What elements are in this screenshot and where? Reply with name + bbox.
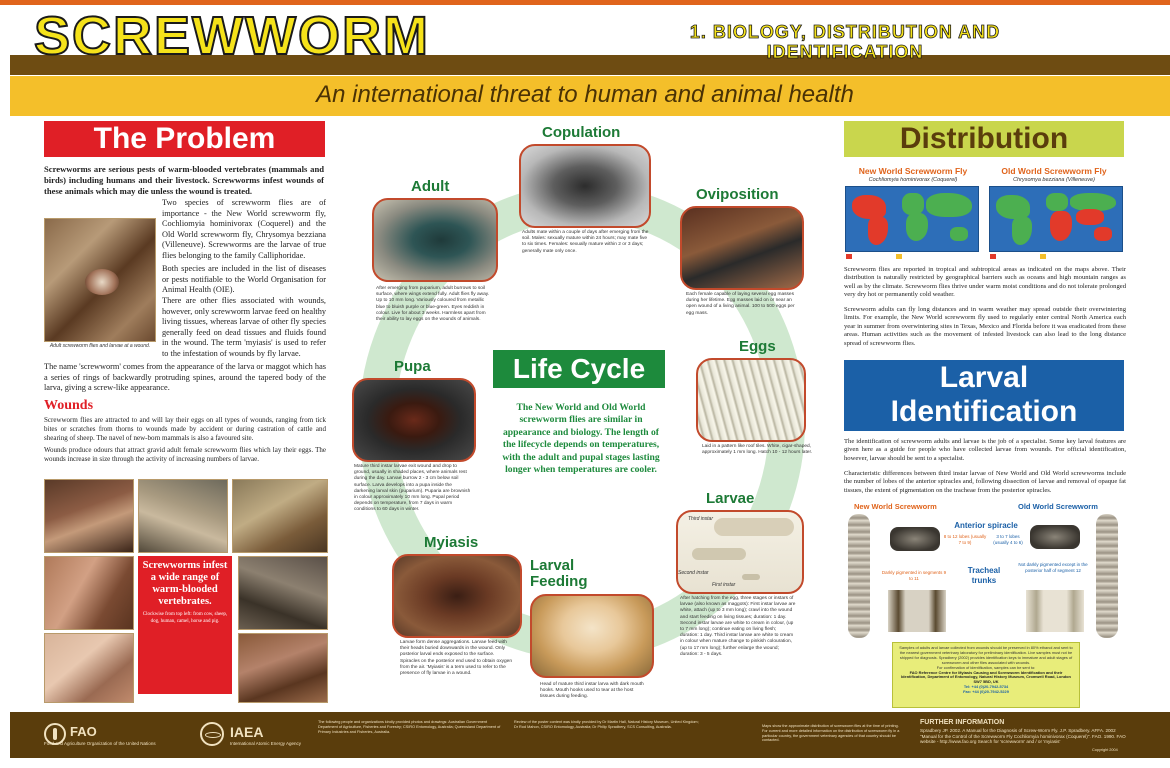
footer-maps-note: Maps show the approximate distribution of screwworm flies at the time of printing. For current and more detailed information on the distribution of screwworm fly in a particular country, the government veterinary agencies of that country should be contacted.	[762, 724, 900, 743]
larval-id-paragraph-2: Characteristic differences between third instar larvae of New World and Old World screwworms include the number of lobes of the anterior spiracles and, following dissection of larvae and removal of opaque fat tissues, the extent of pigmentation on the tracheae from the posterior spiracles.	[844, 470, 1126, 494]
nw-anterior-spiracle-image	[890, 527, 940, 551]
anterior-spiracle-label: Anterior spiracle	[954, 521, 1018, 530]
footer-review-credits: Review of the poster content was kindly provided by Dr Martin Hall, Natural History Museum, United Kingdom; Dr Rod Mahon, CSIRO Entomology, Australia; Dr Philip Spradbery, SCS Consulting, Australia.	[514, 720, 699, 729]
stage-eggs-image	[696, 358, 806, 442]
stage-oviposition-note: Each female capable of laying several egg masses during her lifetime. Egg masses laid on or near an open wound of a living animal. 100 to 500 eggs per egg mass.	[686, 292, 795, 316]
wounds-paragraph-1: Screwworm flies are attracted to and will lay their eggs on all types of wounds, ranging from tick bites or scratches from thorns to wounds made by accident or during castration of cattle and shearing of sheep. The navel of new-born mammals is also a favoured site.	[44, 416, 326, 442]
sample-info-confirm: For confirmation of identification, samples can be sent to:	[936, 664, 1036, 670]
stage-larvae-image	[676, 510, 804, 594]
stage-myiasis-image	[392, 554, 522, 638]
nw-trunks-text: Darkly pigmented in segments 9 to 11	[881, 570, 947, 581]
nw-larva-image	[848, 514, 870, 638]
ow-larva-label: Old World Screwworm	[1018, 502, 1098, 511]
lifecycle-center-text: The New World and Old World screwworm flies are similar in appearance and biology. The length of the lifecycle depends on temperatures, with the adult and pupal stages lasting longer when temperatures are cooler.	[502, 402, 660, 476]
stage-oviposition-label: Oviposition	[696, 186, 779, 203]
animal-photo-human	[238, 633, 328, 703]
distribution-heading: Distribution	[844, 121, 1124, 157]
stage-eggs-label: Eggs	[739, 338, 776, 355]
stage-adult-label: Adult	[411, 178, 450, 195]
stage-larvae-label: Larvae	[706, 490, 755, 507]
stage-adult-image	[372, 198, 498, 282]
sample-info-fax: Fax: +44 (0)20-7942-5229	[963, 689, 1009, 695]
wounds-heading: Wounds	[44, 398, 94, 413]
problem-paragraph-2: Both species are included in the list of diseases or pests notifiable to the World Organisation for Animal Health (OIE).	[162, 264, 326, 294]
animal-photo-camel	[238, 556, 328, 630]
nw-larva-label: New World Screwworm	[854, 502, 937, 511]
ow-trunks-text: Not darkly pigmented except in the posterior half of segment 12	[1018, 562, 1088, 573]
wound-photo	[44, 218, 156, 342]
larval-id-heading-line2: Identification	[890, 395, 1078, 428]
ow-map-title: Old World Screwworm Fly	[1001, 166, 1107, 176]
stage-myiasis-note: Larvae form dense aggregations. Larvae feed with their heads buried downwards in the wound. Only posterior larval ends exposed to the surface. Spiracles on the posterior end used to obtain oxygen from the air. 'Myiasis' is a term used to refer to the presence of fly larvae in a wound.	[400, 640, 513, 677]
stage-larvae-note: After hatching from the egg, three stages or instars of larvae (also known as maggots): First instar larvae are white, attach (up to 3 mm long); crawl into the wound and start feeding on living tissues; duration: 1 day. Second instar larvae are white to cream in colour, (up to 7 mm long); continue eating on living flesh; duration: 1 day. Third instar larvae are white to cream in colour when mature change to pinkish colouration, (up to 17 mm long); further enlarge the wound; duration: 3 - 5 days.	[680, 596, 796, 657]
fao-logo-text: FAO	[70, 724, 97, 739]
sample-info-box	[892, 642, 1080, 708]
ow-map-species: Chrysomya bezziana (Villeneuve)	[1013, 177, 1095, 183]
ow-tracheal-trunks-image	[1026, 590, 1084, 632]
sample-info-address: FAO Reference Centre for Myiasis Causing and Screwworm Identification and their Identification, Department of Entomology, Natural History Museum, Cromwell Road, London SW7 5BD, UK	[901, 669, 1071, 685]
problem-intro: Screwworms are serious pests of warm-blooded vertebrates (mammals and birds) including humans and their livestock. Screwworms infest wounds of these animals which may die unless the wound is treated.	[44, 164, 324, 196]
nw-map-title: New World Screwworm Fly	[858, 166, 968, 176]
animal-photo-dog	[232, 479, 328, 553]
distribution-paragraph-1: Screwworm flies are reported in tropical and subtropical areas as indicated on the maps above. Their distribution is naturally restricted by geographical barriers such as oceans and high mountain ranges as well as by the climate. Screwworm flies thrive under warm moist conditions and do not tolerate prolonged very dry hot or permanently cold weather.	[844, 266, 1126, 299]
larval-id-heading-line1: Larval	[939, 361, 1029, 394]
sample-info-tel: Tel: +44 (0)20-7942-5734	[963, 684, 1009, 690]
stage-pupa-label: Pupa	[394, 358, 431, 375]
iaea-full-name: International Atomic Energy Agency	[230, 741, 302, 746]
ow-larva-image	[1096, 514, 1118, 638]
animal-photo-sheep	[138, 479, 228, 553]
footer-credits: The following people and organizations kindly provided photos and drawings: Australian Government Department of Agriculture, Fisheries and Forestry; CSIRO Entomology, Australia; Queensland Department of Primary Industries and Fisheries, Australia.	[318, 720, 501, 734]
poster-subtitle: 1. BIOLOGY, DISTRIBUTION AND IDENTIFICATION	[689, 22, 1001, 62]
tagline: An international threat to human and animal health	[316, 81, 854, 108]
nw-tracheal-trunks-image	[888, 590, 946, 632]
animal-photo-pig	[44, 633, 134, 703]
poster-title: SCREWWORM	[34, 6, 430, 66]
wound-photo-caption: Adult screwworm flies and larvae at a wound.	[49, 343, 151, 349]
stage-larval-feeding-note: Head of mature third instar larva with dark mouth hooks. Mouth hooks used to tear at the host tissues during feeding.	[540, 682, 644, 700]
lifecycle-title: Life Cycle	[512, 353, 646, 384]
stage-larval-feeding-label: Larval Feeding	[530, 557, 588, 590]
ow-lobes-text: 3 to 7 lobes (usually 4 to 6)	[993, 534, 1023, 545]
iaea-logo-text: IAEA	[230, 724, 264, 740]
further-info-text: Spradbery JP. 2002. A Manual for the Diagnosis of Screw-Worm Fly. J.P. Spradbery. AFFA. 2002 "Manual for the Control of the Screwworm Fly Cochliomyia hominivorax (Coquerel)". FAO. 1990. FAO website - http://www.fao.org Search for 'screwworm' and / or 'myiasis'	[920, 728, 1126, 745]
problem-heading: The Problem	[44, 121, 325, 157]
larvae-label-first: First instar	[712, 582, 736, 588]
stage-oviposition-image	[680, 206, 804, 290]
fao-full-name: Food and Agriculture Organization of the United Nations	[44, 741, 156, 746]
copyright: Copyright 2004	[1092, 748, 1118, 752]
distribution-paragraph-2: Screwworm adults can fly long distances and in warm weather may spread outside their overwintering limits. For example, the New World screwworm fly used to regularly enter central North America each year in summer from overwintering sites in Texas, Mexico and Florida before it was eradicated from these areas. Human activities such as the movement of infested livestock can also lead to the long distance spread of screwworm flies.	[844, 306, 1126, 347]
wounds-paragraph-2: Wounds produce odours that attract gravid adult female screwworm flies which lay their eggs. The wounds increase in size through the activity of increasing numbers of larvae.	[44, 446, 326, 463]
infest-title: Screwworms infest a wide range of warm-blooded vertebrates.	[142, 560, 228, 607]
stage-pupa-image	[352, 378, 476, 462]
stage-larval-feeding-image	[530, 594, 654, 678]
stage-eggs-note: Laid in a pattern like roof tiles. White, cigar-shaped, approximately 1 mm long. Hatch 10 - 12 hours later.	[702, 444, 813, 456]
ow-anterior-spiracle-image	[1030, 525, 1080, 549]
map-legend-swatches	[846, 254, 1122, 260]
ow-distribution-map	[989, 186, 1123, 252]
sample-info-text: Samples of adults and larvae collected from wounds should be preserved in 80% ethanol and sent to the nearest government veterinary laboratory for preliminary identification. Live samples must not be shipped for diagnosis. Spradbery (2002) provides identification keys to immature and adult stages of screwworm and other flies associated with wounds.	[899, 645, 1073, 665]
further-info-title: FURTHER INFORMATION	[920, 719, 1005, 726]
larval-id-heading	[844, 360, 1124, 431]
stage-pupa-note: Mature third instar larvae exit wound and drop to ground, usually in shaded places, where animals rest during the day. Larvae burrow 2 - 3 cm below soil surface. Larva develops into a pupa inside the darkening larval skin (puparium). Puparia are brownish in colour approximately 10 mm long. Pupal period depends on temperature, from 7 days in warm conditions to 60 days in winter.	[354, 464, 471, 513]
stage-copulation-note: Adults mate within a couple of days after emerging from the soil. Males: sexually mature within 24 hours; may mate five to six times. Females: sexually mature within 2 or 3 days; generally mate only once.	[522, 230, 649, 254]
stage-adult-note: After emerging from puparium, adult burrows to soil surface, where wings extend fully. Adult flies fly away. Up to 10 mm long. Variously coloured from metallic blue to bluish purple or blue-green. Eyes reddish in colour. Live for about 3 weeks. Harmless apart from their ability to lay eggs on the wounds of animals.	[376, 286, 490, 323]
problem-paragraph-1: Two species of screwworm flies are of importance - the New World screwworm fly, Cochliomyia hominivorax (Coquerel) and the Old World screwworm fly, Chrysomya bezziana (Villeneuve). Screwworms are the larvae of true flies belonging to the family Calliphoridae.	[162, 198, 326, 260]
stage-copulation-image	[519, 144, 651, 228]
animal-photo-cow	[44, 479, 134, 553]
animal-photo-horse	[44, 556, 134, 630]
nw-map-species: Cochliomyia hominivorax (Coquerel)	[868, 177, 958, 183]
nw-distribution-map	[845, 186, 979, 252]
larvae-label-second: Second instar	[678, 570, 709, 576]
larvae-label-third: Third instar	[688, 516, 714, 522]
infest-subtitle: Clockwise from top left: from cow, sheep, dog, human, camel, horse and pig.	[142, 612, 228, 624]
stage-myiasis-label: Myiasis	[424, 534, 479, 551]
iaea-logo-icon	[200, 722, 224, 746]
problem-paragraph-3: There are other flies associated with wounds, however, only screwworm larvae feed on healthy living tissues, whereas larvae of other fly species generally feed on dead tissues and fluids found in the wound. The term 'myiasis' is used to refer to the infestation of wounds by fly larvae.	[162, 296, 326, 358]
stage-copulation-label: Copulation	[542, 124, 621, 141]
tracheal-trunks-label: Tracheal trunks	[967, 566, 1001, 585]
problem-paragraph-4: The name 'screwworm' comes from the appearance of the larva or maggot which has a series of rings of backwardly protruding spines, around the tapered body of the larva, giving a screw-like appearance.	[44, 362, 326, 392]
nw-lobes-text: 8 to 12 lobes (usually 7 to 9)	[943, 534, 987, 545]
larval-id-paragraph-1: The identification of screwworm adults and larvae is the job of a specialist. Some key larval features are given here as a guide for people who have collected larvae from wounds. For official identification, however, larvae should be sent to a specialist.	[844, 438, 1126, 462]
